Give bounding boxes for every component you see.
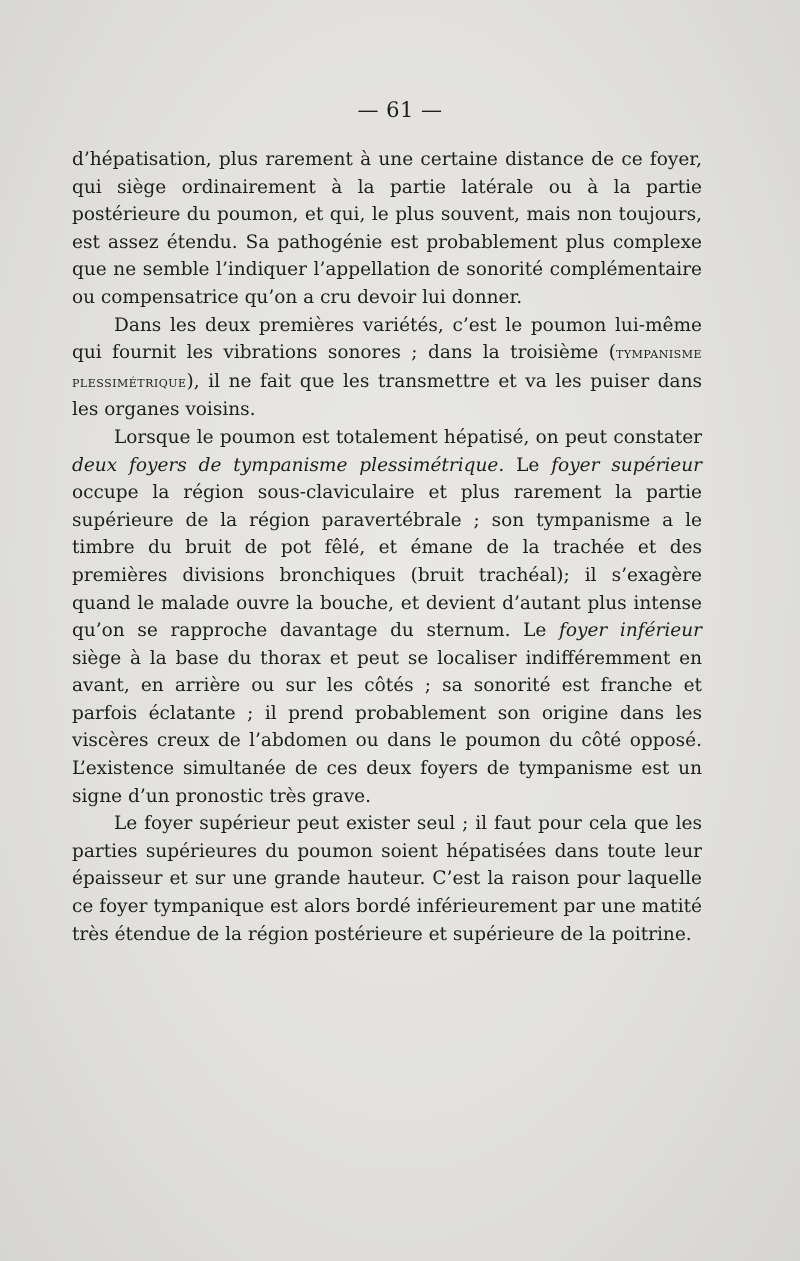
paragraph-1-text: d’hépatisation, plus rarement à une certaine distance de ce foyer, qui siège ordinairement à la partie latérale ou à la partie postérieure du poumon, et qui, le plus souvent, mais non toujours, est assez étendu. Sa pathogénie est probablement plus complexe que ne semble l’indiquer l’appellation de sonorité complémentaire ou compensatrice qu’on a cru devoir lui donner. [72,149,702,308]
paragraph-1 [72,146,702,312]
paragraph-4 [72,810,702,948]
paragraph-2-text-a: Dans les deux premières variétés, c’est le poumon lui-même qui fournit les vibrations sonores ; dans la troisième ( [72,314,702,364]
paragraph-2 [72,312,702,424]
paragraph-3-text-c: occupe la région sous-claviculaire et plus rarement la partie supérieure de la région paravertébrale ; son tympanisme a le timbre du bruit de pot fêlé, et émane de la trachée et des premières divisions bronchiques (bruit trachéal); il s’exagère quand le malade ouvre la bouche, et devient d’autant plus intense qu’on se rapproche davantage du sternum. Le [72,482,702,642]
emphasis-deux-foyers: deux foyers de tympanisme plessimétrique [72,454,499,476]
emphasis-foyer-inferieur: foyer inférieur [559,620,702,642]
body-text [72,146,702,948]
paragraph-3 [72,424,702,810]
page-number: — 61 — [357,98,443,122]
paragraph-3-text-a: Lorsque le poumon est totalement hépatisé, on peut constater [114,426,702,448]
paragraph-3-text-b: . Le [498,454,552,476]
paragraph-2-text-b: ), il ne fait que les transmettre et va les puiser dans les organes voisins. [72,370,702,421]
term-tympanisme-plessimetrique: tympanisme plessimétrique [72,344,702,391]
paragraph-4-text: Le foyer supérieur peut exister seul ; il faut pour cela que les parties supérieures du poumon soient hépatisées dans toute leur épaisseur et sur une grande hauteur. C’est la raison pour laquelle ce foyer tympanique est alors bordé inférieurement par une matité très étendue de la région postérieure et supérieure de la poitrine. [72,813,702,945]
paragraph-3-text-d: siège à la base du thorax et peut se localiser indifféremment en avant, en arrière ou sur les côtés ; sa sonorité est franche et parfois éclatante ; il prend probablement son origine dans les viscères creux de l’abdomen ou dans le poumon du côté opposé. L’existence simultanée de ces deux foyers de tympanisme est un signe d’un pronostic très grave. [72,647,702,807]
emphasis-foyer-superieur: foyer supérieur [551,454,702,476]
